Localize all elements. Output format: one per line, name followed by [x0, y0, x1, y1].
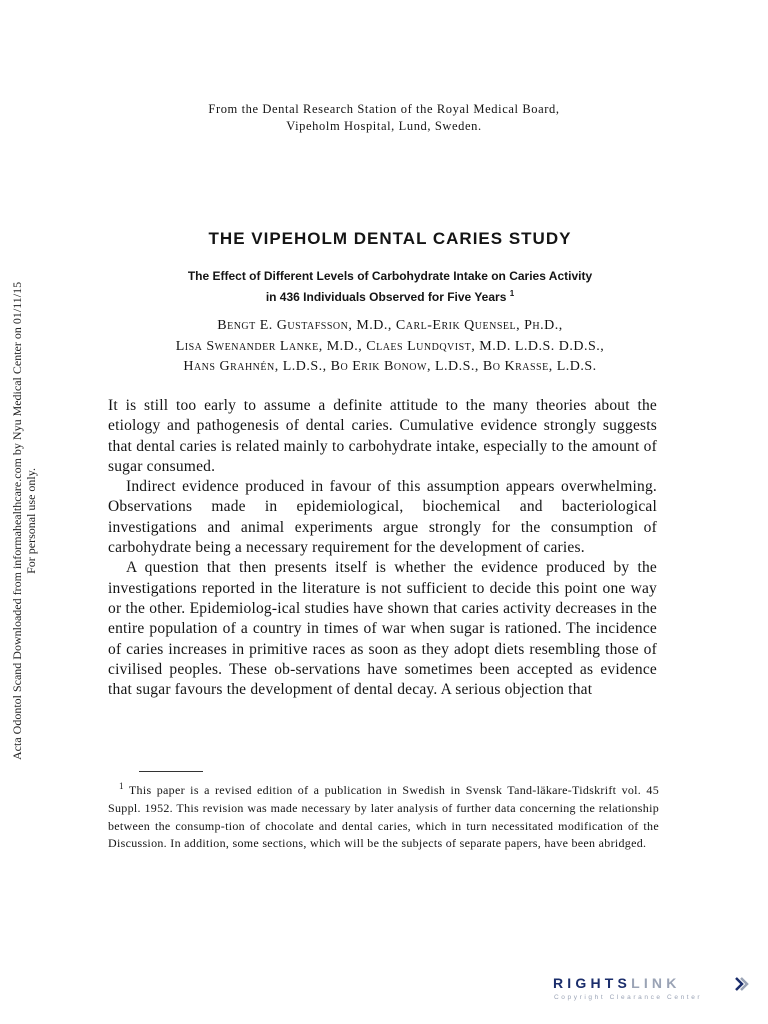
affiliation-line1: From the Dental Research Station of the Royal Medical Board,: [208, 102, 560, 116]
author-list: [100, 316, 680, 378]
footnote-text: This paper is a revised edition of a publication in Swedish in Svensk Tand-läkare-Tidskrift vol. 45 Suppl. 1952. This revision was made necessary by later analysis of further data concerning the relationship between the consump-tion of chocolate and dental caries, which in turn necessitated modification of the Discussion. In addition, some sections, which will be the subjects of separate papers, have been abridged.: [108, 783, 659, 851]
paragraph-3: A question that then presents itself is whether the evidence produced by the investigations reported in the literature is not sufficient to decide this point one way or the other. Epidemiolog-ical studies have shown that caries activity decreases in the entire population of a country in times of war when sugar is rationed. The incidence of caries increases in primitive races as soon as they adopt diets resembling those of civilised peoples. These ob-servations have sometimes been accepted as evidence that sugar favours the development of dental decay. A serious objection that: [108, 559, 657, 699]
download-notice-line1: Acta Odontol Scand Downloaded from informahealthcare.com by Nyu Medical Center on 01/11/15: [10, 281, 24, 760]
footnote-ref: 1: [509, 289, 515, 298]
download-notice-line2: For personal use only.: [24, 468, 38, 574]
subtitle-line2: in 436 Individuals Observed for Five Years $^1$: [265, 289, 515, 304]
paragraph-2: Indirect evidence produced in favour of this assumption appears overwhelming. Observations made in epidemiological, biochemical and bacteriological investigations and animal experiments argue strongly for the consumption of carbohydrate being a necessary requirement for the development of caries.: [108, 478, 657, 557]
affiliation-line2: Vipeholm Hospital, Lund, Sweden.: [286, 119, 482, 133]
footnote-marker: 1: [119, 781, 124, 791]
authors-line1: Bengt E. Gustafsson, M.D., Carl-Erik Quensel, Ph.D.,: [217, 318, 563, 333]
footnote: [108, 778, 659, 853]
download-notice: [10, 282, 38, 760]
rightslink-subtitle: Copyright Clearance Center: [554, 994, 703, 1001]
chevron-right-icon: [733, 976, 749, 992]
footnote-divider: [139, 771, 203, 772]
paper-subtitle: [100, 268, 680, 306]
affiliation: [0, 101, 768, 135]
paragraph-1: It is still too early to assume a definite attitude to the many theories about the etiology and pathogenesis of dental caries. Cumulative evidence strongly suggests that dental caries is related mainly to carbohydrate intake, especially to the amount of sugar consumed.: [108, 397, 657, 475]
body-text: [108, 396, 657, 700]
rightslink-wordmark: RIGHTSLINK: [553, 975, 681, 991]
paper-title: THE VIPEHOLM DENTAL CARIES STUDY: [208, 229, 572, 248]
subtitle-line1: The Effect of Different Levels of Carbohydrate Intake on Caries Activity: [187, 269, 593, 283]
authors-line2: Lisa Swenander Lanke, M.D., Claes Lundqvist, M.D. L.D.S. D.D.S.,: [175, 338, 605, 354]
authors-line3: Hans Grahnén, L.D.S., Bo Erik Bonow, L.D.S., Bo Krasse, L.D.S.: [183, 359, 597, 374]
rightslink-logo[interactable]: [553, 975, 753, 1007]
